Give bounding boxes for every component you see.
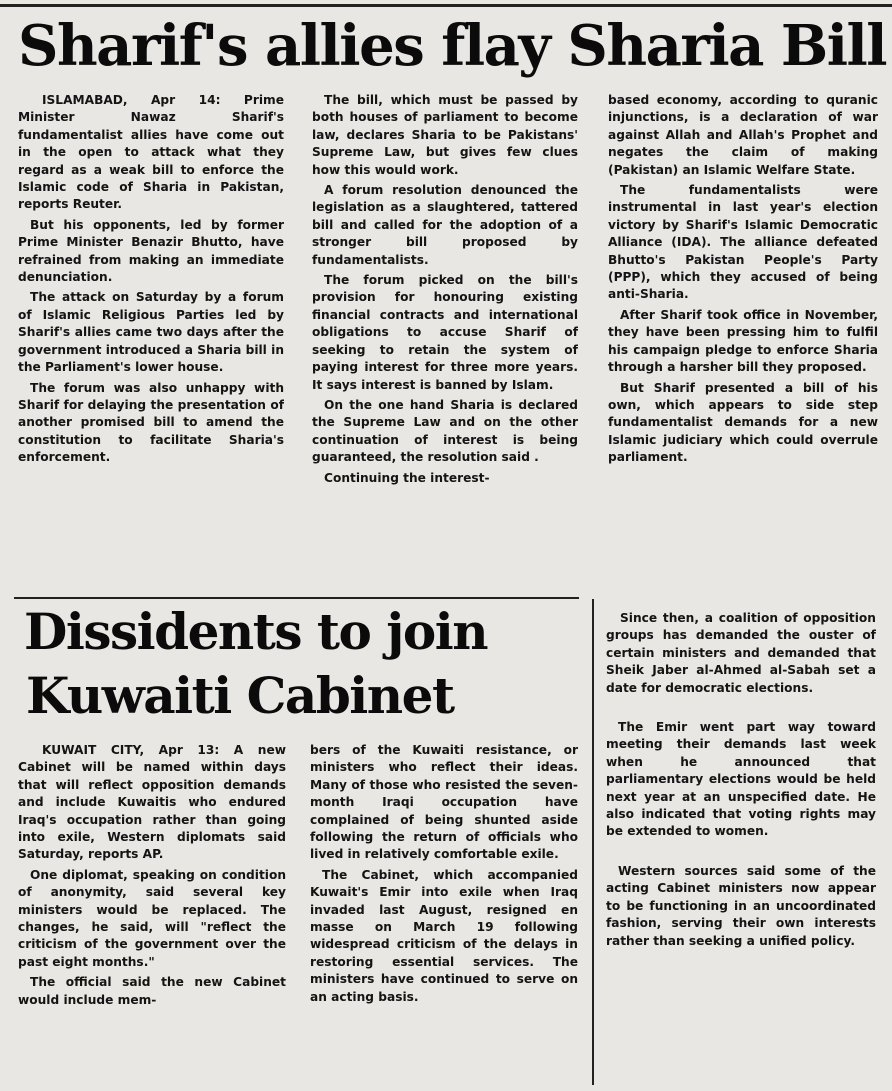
story1-paragraph: The attack on Saturday by a forum of Islamic Religious Parties led by Sharif's allies came two days after the government introduced a Sharia bill in the Parliament's lower house. bbox=[18, 290, 284, 375]
story2-paragraph: The Cabinet, which accompanied Kuwait's Emir into exile when Iraq invaded last August, resigned en masse on March 19 following widespread criticism of the delays in restoring essential services. The ministers have continued to serve on an acting basis. bbox=[310, 867, 578, 1004]
story1-paragraph: A forum resolution denounced the legislation as a slaughtered, tattered bill and called for the adoption of a stronger bill proposed by fundamentalists. bbox=[312, 183, 578, 267]
story2-paragraph: Western sources said some of the acting Cabinet ministers now appear to be functioning in an uncoordinated fashion, serving their own interests rather than seeking a unified policy. bbox=[606, 863, 876, 948]
story1-paragraph: The fundamentalists were instrumental in last year's election victory by Sharif's Islamic Democratic Alliance (IDA). The alliance defeated Bhutto's Pakistan People's Party (PPP), which they accused of being anti-Sharia. bbox=[608, 183, 878, 302]
story-divider-rule bbox=[14, 597, 579, 599]
story2-paragraph: Since then, a coalition of opposition groups has demanded the ouster of certain ministers and demanded that Sheik Jaber al-Ahmed al-Sabah set a date for democratic elections. bbox=[606, 611, 876, 695]
story1-paragraph: ISLAMABAD, Apr 14: Prime Minister Nawaz Sharif's fundamentalist allies have come out in the open to attack what they regard as a weak bill to enforce the Islamic code of Sharia in Pakistan, reports Reuter. bbox=[18, 93, 284, 212]
story1-paragraph: But his opponents, led by former Prime Minister Benazir Bhutto, have refrained from making an immediate denunciation. bbox=[18, 217, 284, 285]
story1-paragraph: But Sharif presented a bill of his own, which appears to side step fundamentalist demands for a new Islamic judiciary which could overrule parliament. bbox=[608, 380, 878, 465]
story1-paragraph: The bill, which must be passed by both houses of parliament to become law, declares Sharia to be Pakistans' Supreme Law, but gives few clues how this would work. bbox=[312, 93, 578, 177]
story1-paragraph: After Sharif took office in November, they have been pressing him to fulfil his campaign pledge to enforce Sharia through a harsher bill they proposed. bbox=[608, 307, 878, 375]
story2-column-2 bbox=[310, 742, 578, 1087]
story1-paragraph: Continuing the interest- bbox=[324, 470, 490, 485]
story2-headline-line2: Kuwaiti Cabinet bbox=[26, 666, 454, 725]
story2-paragraph: The Emir went part way toward meeting their demands last week when he announced that parliamentary elections would be held next year at an unspecified date. He also indicated that voting rights may be extended to women. bbox=[606, 720, 876, 839]
story1-paragraph: On the one hand Sharia is declared the Supreme Law and on the other continuation of interest is being guaranteed, the resolution said . bbox=[312, 397, 578, 465]
story1-paragraph: The forum was also unhappy with Sharif for delaying the presentation of another promised bill to amend the constitution to facilitate Sharia's enforcement. bbox=[18, 380, 284, 465]
story1-paragraph: The forum picked on the bill's provision for honouring existing financial contracts and international obligations to accuse Sharif of seeking to retain the system of paying interest for three more years. It says interest is banned by Islam. bbox=[312, 273, 578, 392]
story2-headline-line1: Dissidents to join bbox=[24, 602, 488, 661]
story2-paragraph: The official said the new Cabinet would include mem- bbox=[18, 975, 286, 1007]
story1-column-1 bbox=[18, 92, 284, 588]
story2-paragraph: One diplomat, speaking on condition of anonymity, said several key ministers would be replaced. The changes, he said, will "reflect the criticism of the government over the past eight months." bbox=[18, 867, 286, 969]
story2-paragraph: bers of the Kuwaiti resistance, or ministers who reflect their ideas. Many of those who resisted the seven-month Iraqi occupation have complained of being shunted aside following the return of officials who lived in relatively comfortable exile. bbox=[310, 743, 578, 862]
column-divider-rule bbox=[592, 599, 594, 1085]
story2-paragraph: KUWAIT CITY, Apr 13: A new Cabinet will be named within days that will reflect opposition demands and include Kuwaitis who endured Iraq's occupation rather than going into exile, Western diplomats said Saturday, reports AP. bbox=[18, 743, 286, 862]
story1-column-3 bbox=[608, 92, 878, 588]
story1-headline: Sharif's allies flay Sharia Bill bbox=[18, 13, 887, 79]
story1-paragraph: based economy, according to quranic injunctions, is a declaration of war against Allah and Allah's Prophet and negates the claim of making (Pakistan) an Islamic Welfare State. bbox=[608, 93, 878, 177]
story1-column-2 bbox=[312, 92, 578, 588]
story2-column-1 bbox=[18, 742, 286, 1087]
story2-column-3 bbox=[606, 610, 876, 1087]
